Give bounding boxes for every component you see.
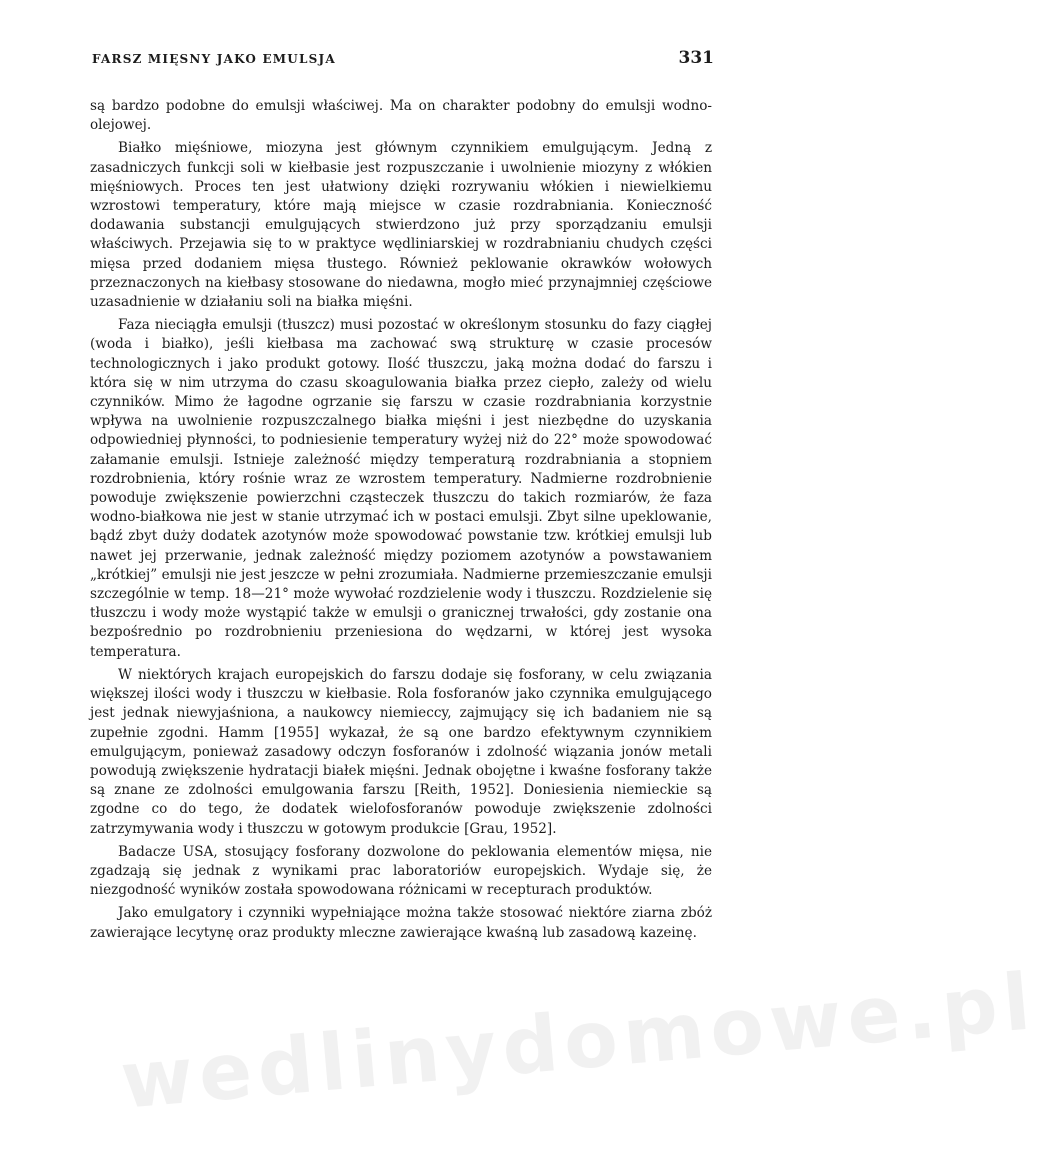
page-header xyxy=(92,48,714,74)
paragraph: W niektórych krajach europejskich do farszu dodaje się fosforany, w celu związania większej ilości wody i tłuszczu w kiełbasie. Rola fosforanów jako czynnika emulgującego jest jednak niewyjaśniona, a naukowcy niemieccy, zajmujący się ich badaniem nie są zupełnie zgodni. Hamm [1955] wykazał, że są one bardzo efektywnym czynnikiem emulgującym, ponieważ zasadowy odczyn fosforanów i zdolność wiązania jonów metali powodują zwiększenie hydratacji białek mięśni. Jednak obojętne i kwaśne fosforany także są znane ze zdolności emulgowania farszu [Reith, 1952]. Doniesienia niemieckie są zgodne co do tego, że dodatek wielofosforanów powoduje zwiększenie zdolności zatrzymywania wody i tłuszczu w gotowym produkcie [Grau, 1952]. xyxy=(90,666,712,837)
watermark: wedlinydomowe.pl xyxy=(117,957,1040,1127)
paragraph: Badacze USA, stosujący fosforany dozwolone do peklowania elementów mięsa, nie zgadzają się jednak z wynikami prac laboratoriów europejskich. Wydaje się, że niezgodność wyników została spowodowana różnicami w recepturach produktów. xyxy=(90,843,712,899)
body-text xyxy=(90,97,712,947)
paragraph: są bardzo podobne do emulsji właściwej. Ma on charakter podobny do emulsji wodno-olejowej. xyxy=(90,98,712,134)
running-head: FARSZ MIĘSNY JAKO EMULSJA xyxy=(92,52,336,66)
paragraph: Jako emulgatory i czynniki wypełniające można także stosować niektóre ziarna zbóż zawierające lecytynę oraz produkty mleczne zawierające kwaśną lub zasadową kazeinę. xyxy=(90,905,712,941)
paragraph: Białko mięśniowe, miozyna jest głównym czynnikiem emulgującym. Jedną z zasadniczych funkcji soli w kiełbasie jest rozpuszczanie i uwolnienie miozyny z włókien mięśniowych. Proces ten jest ułatwiony dzięki rozrywaniu włókien i niewielkiemu wzrostowi temperatury, które mają miejsce w czasie rozdrabniania. Konieczność dodawania substancji emulgujących stwierdzono już przy sporządzaniu emulsji właściwych. Przejawia się to w praktyce wędliniarskiej w rozdrabnianiu chudych części mięsa przed dodaniem mięsa tłustego. Również peklowanie okrawków wołowych przeznaczonych na kiełbasy stosowane do niedawna, mogło mieć przynajmniej częściowe uzasadnienie w działaniu soli na białka mięśni. xyxy=(90,140,712,311)
page-number: 331 xyxy=(678,48,714,68)
paragraph: Faza nieciągła emulsji (tłuszcz) musi pozostać w określonym stosunku do fazy ciągłej (woda i białko), jeśli kiełbasa ma zachować swą strukturę w czasie procesów technologicznych i jako produkt gotowy. Ilość tłuszczu, jaką można dodać do farszu i która się w nim utrzyma do czasu skoagulowania białka przez ciepło, zależy od wielu czynników. Mimo że łagodne ogrzanie się farszu w czasie rozdrabniania korzystnie wpływa na uwolnienie rozpuszczalnego białka mięśni i jest niezbędne do uzyskania odpowiedniej płynności, to podniesienie temperatury wyżej niż do 22° może spowodować załamanie emulsji. Istnieje zależność między temperaturą rozdrabniania a stopniem rozdrobnienia, który rośnie wraz ze wzrostem temperatury. Nadmierne rozdrobnienie powoduje zwiększenie powierzchni cząsteczek tłuszczu do takich rozmiarów, że faza wodno-białkowa nie jest w stanie utrzymać ich w postaci emulsji. Zbyt silne upeklowanie, bądź zbyt duży dodatek azotynów może spowodować powstanie tzw. krótkiej emulsji lub nawet jej przerwanie, jednak zależność między poziomem azotynów a powstawaniem „krótkiej” emulsji nie jest jeszcze w pełni zrozumiała. Nadmierne przemieszczanie emulsji szczególnie w temp. 18—21° może wywołać rozdzielenie wody i tłuszczu. Rozdzielenie się tłuszczu i wody może wystąpić także w emulsji o granicznej trwałości, gdy zostanie ona bezpośrednio po rozdrobnieniu przeniesiona do wędzarni, w której jest wysoka temperatura. xyxy=(90,317,712,660)
